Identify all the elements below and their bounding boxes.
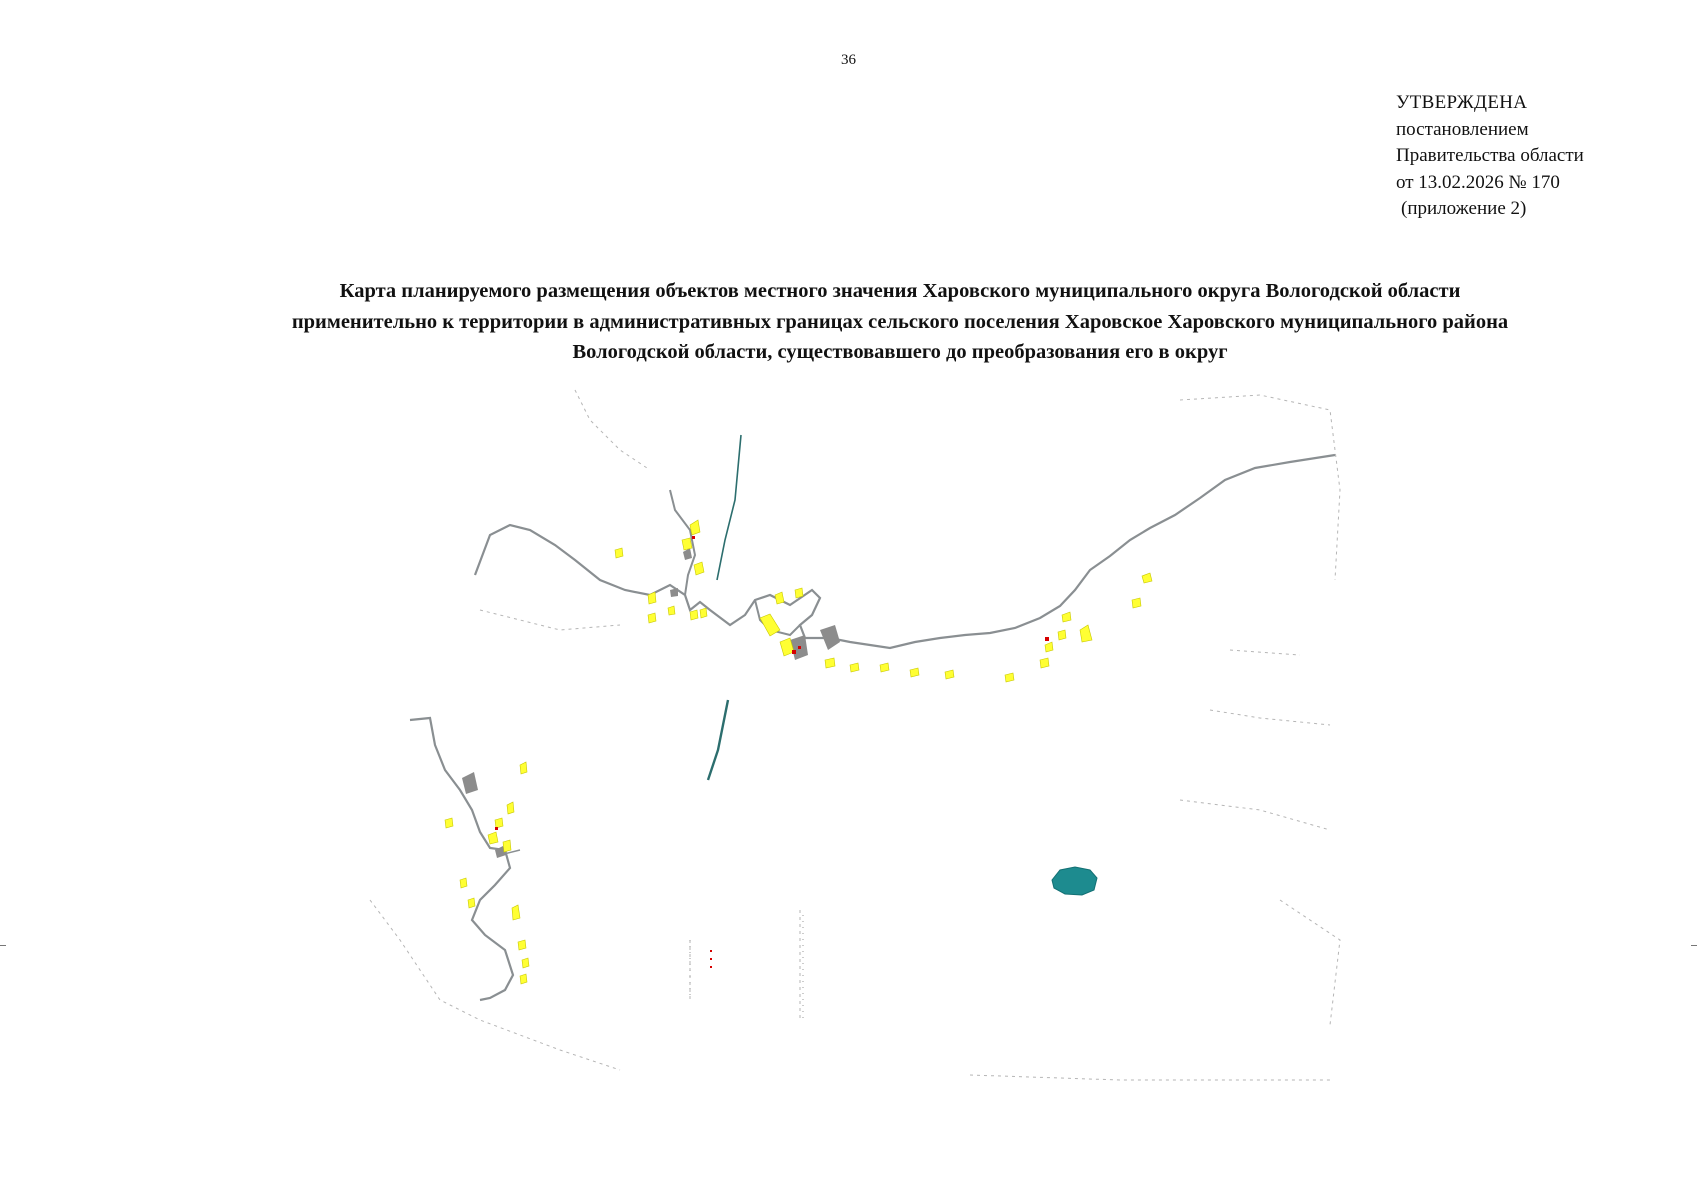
right-edge-mark [1691, 945, 1697, 946]
planned-facilities [495, 536, 1049, 968]
map-title-line-2: применительно к территории в административных границах сельского поселения Харовское Харовского муниципального района [291, 310, 1509, 333]
left-edge-mark [0, 945, 6, 946]
approval-title: УТВЕРЖДЕНА [1396, 92, 1528, 113]
page-number: 36 [841, 52, 856, 68]
territory-map[interactable] [0, 380, 1697, 1100]
railway-south [708, 700, 728, 780]
approval-line-2: Правительства области [1396, 145, 1584, 166]
map-title-line-1: Карта планируемого размещения объектов местного значения Харовского муниципального округа Вологодской области [339, 280, 1461, 302]
territory-boundary [370, 390, 1340, 1080]
river-west [410, 718, 513, 1000]
map-title-line-3: Вологодской области, существовавшего до преобразования его в округ [572, 341, 1228, 363]
approval-stamp [1396, 90, 1584, 223]
river-main [475, 455, 1335, 648]
approval-line-3: от 13.02.2026 № 170 [1396, 171, 1560, 193]
approval-appendix: (приложение 2) [1401, 198, 1527, 219]
map-title [200, 276, 1600, 368]
settlements [445, 520, 1152, 984]
approval-line-1: постановлением [1396, 118, 1529, 140]
railway-north [717, 435, 741, 580]
survey-lines [690, 915, 803, 1020]
lake [1052, 867, 1097, 895]
